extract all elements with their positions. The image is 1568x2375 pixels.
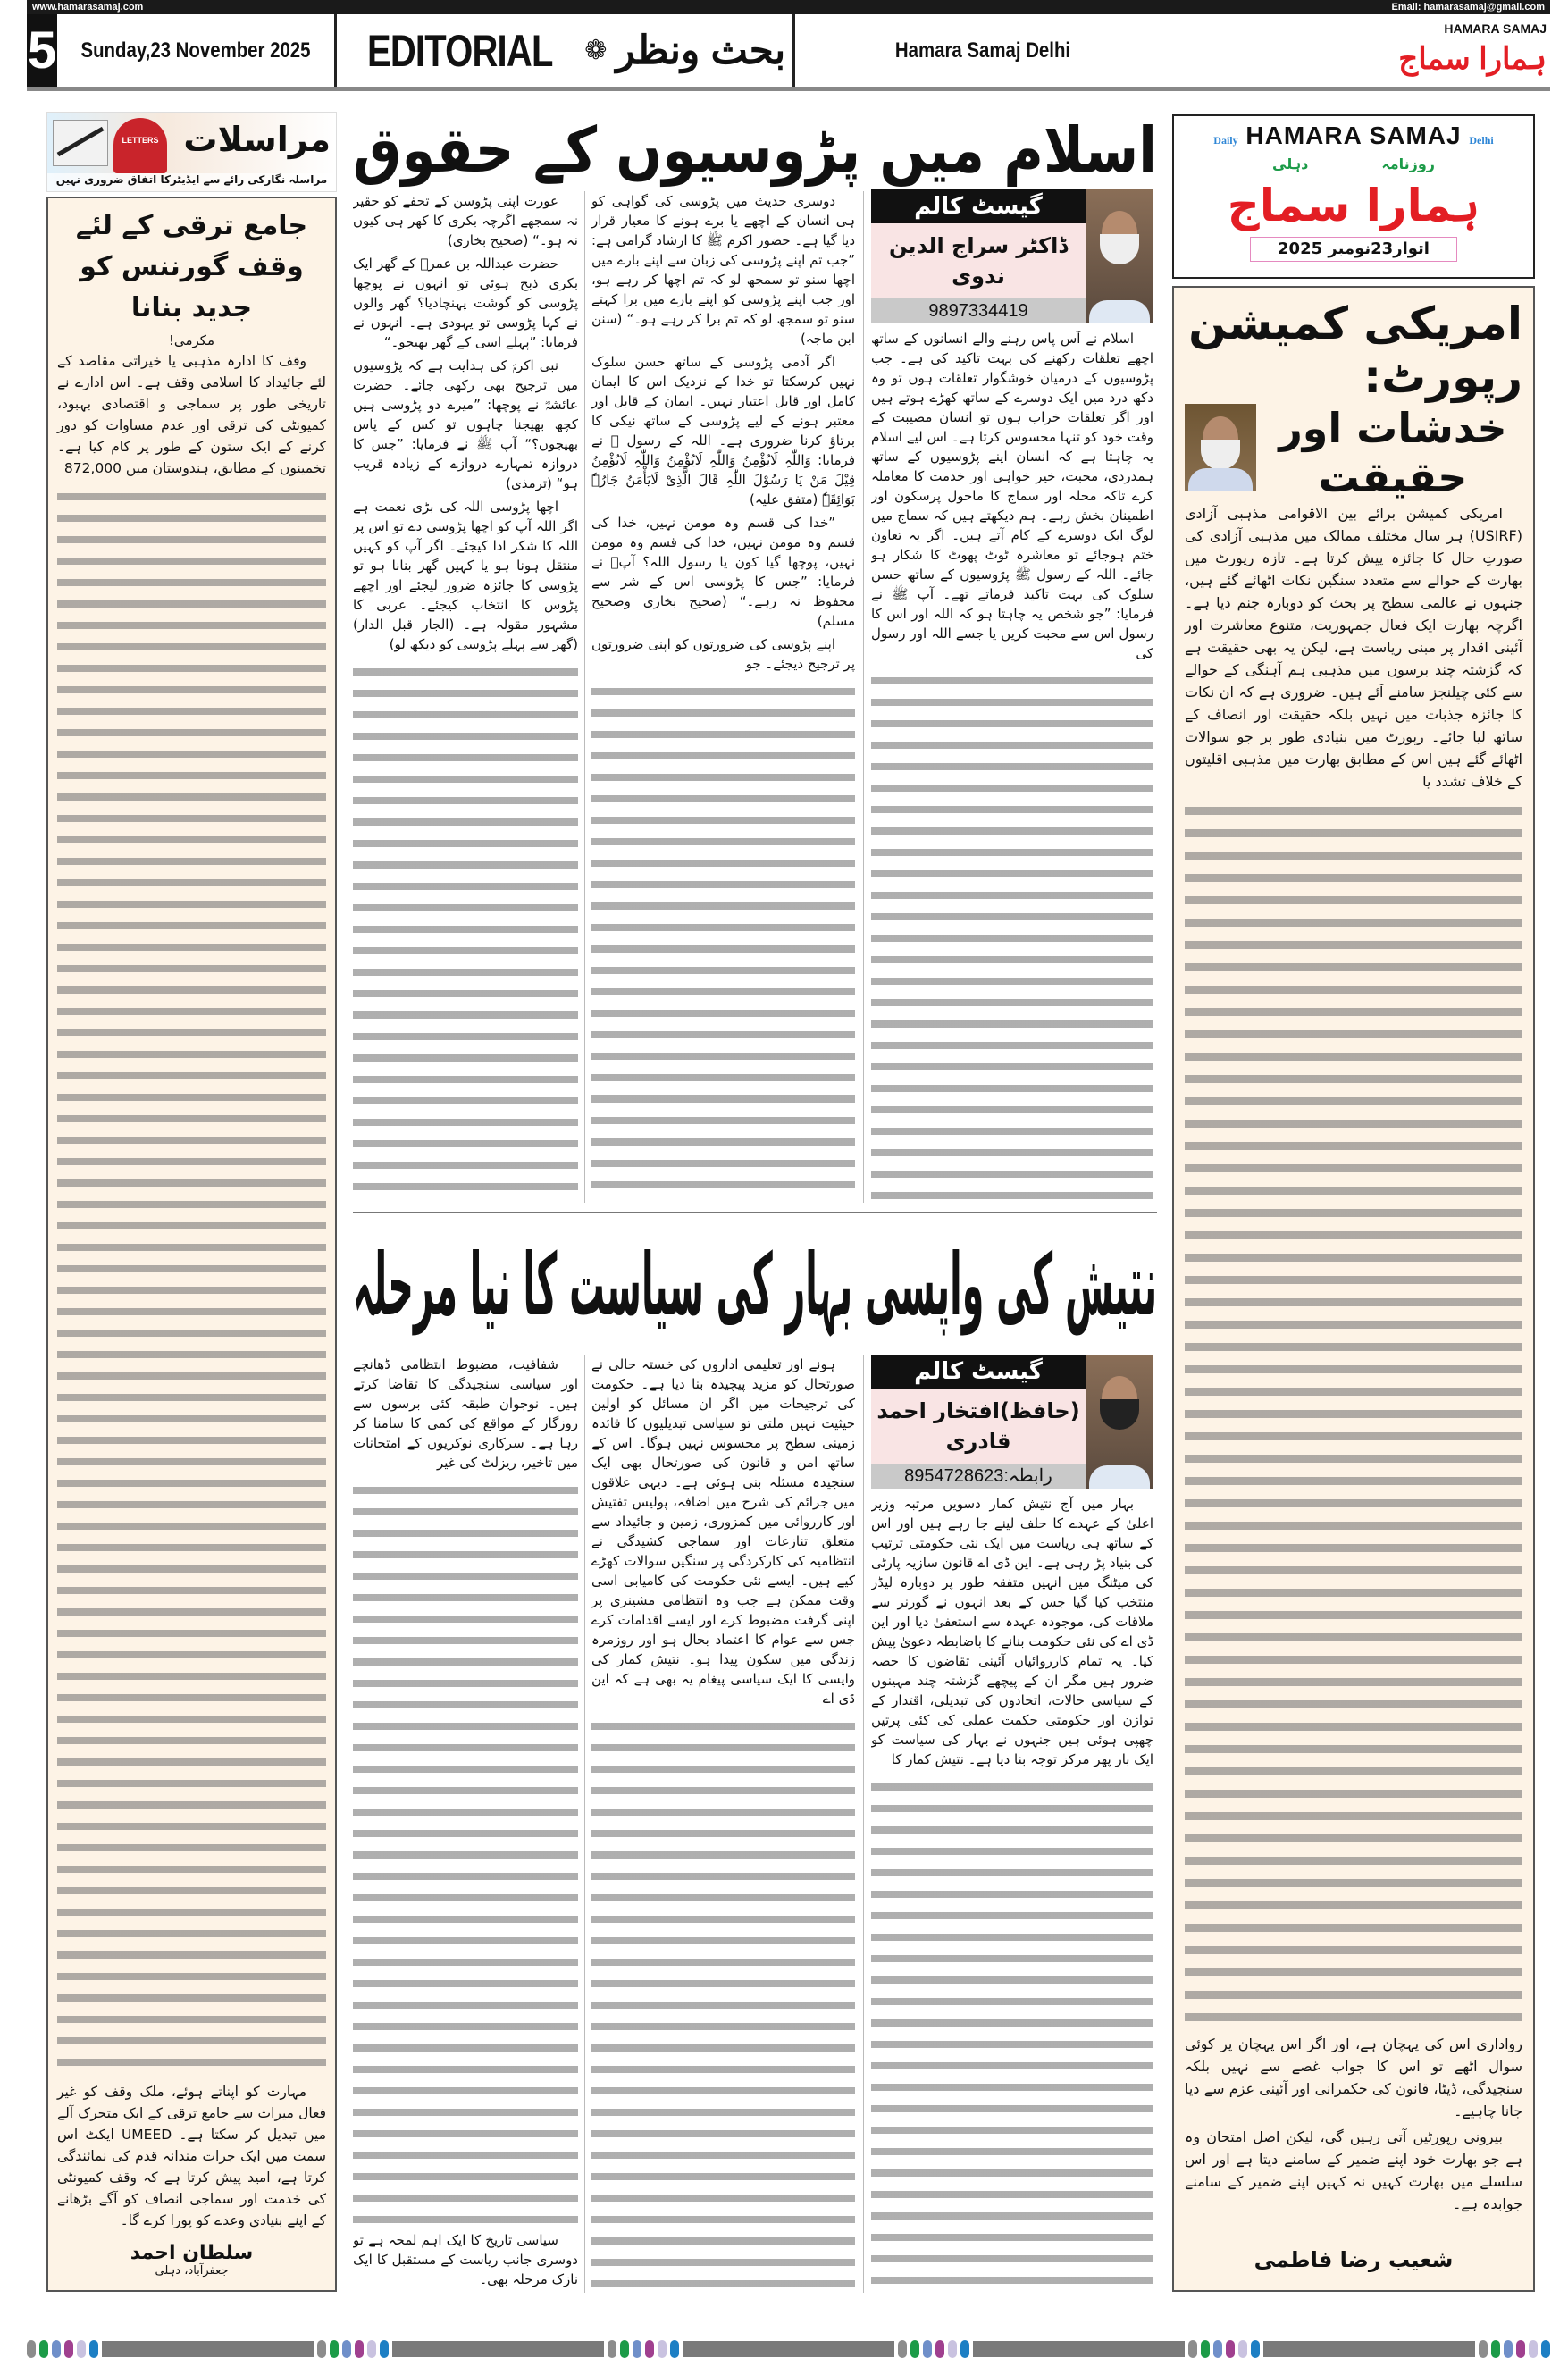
letter-author: سلطان احمد	[130, 2242, 254, 2264]
guest-column-label: گیسٹ کالم	[871, 189, 1086, 223]
article2-column-left	[353, 1355, 578, 2293]
footer-ornament	[27, 2339, 1550, 2359]
article2-column-right	[871, 1494, 1153, 2293]
article1-phone: 9897334419	[871, 298, 1086, 323]
page-number: 5	[27, 14, 57, 87]
header-logo-ur: ہمارا سماج	[1398, 41, 1547, 76]
paragraph: رواداری اس کی پہچان ہے، اور اگر اس پہچان پر کوئی سوال اٹھے تو اس کا جواب غصے سے نہیں بلکہ سنجیدگی، ڈیٹا، قانون کی حکمرانی اور آئینی عزم سے دیا جانا چاہیے۔	[1185, 2035, 1522, 2119]
article2-guest-column-box	[871, 1355, 1153, 1489]
footer-dot	[948, 2340, 957, 2358]
footer-dot	[910, 2340, 919, 2358]
footer-dot	[355, 2340, 364, 2358]
letter-article	[46, 197, 337, 2292]
website-link[interactable]: www.hamarasamaj.com	[32, 2, 144, 13]
footer-dot	[64, 2340, 73, 2358]
paragraph: اسلام نے آس پاس رہنے والے انسانوں کے ساتھ اچھے تعلقات رکھنے کی بہت تاکید کی ہے۔ جب پڑوسیوں کے درمیان خوشگوار تعلقات ہوں تو وہ دکھ درد میں ایک دوسرے کے ساتھ کھڑے ہوتے ہیں اور اگر تعلقات خراب ہوں تو انسان مصیبت کے وقت خود کو تنہا محسوس کرتا ہے۔ اس لیے اسلام یہ چاہتا ہے کہ انسان اپنے پڑوسیوں کے ساتھ ہمدردی، محبت، خیر خواہی اور خدمت کا معاملہ کرے تاکہ محلہ اور سماج کا ماحول پرسکون اور اطمینان بخش رہے۔ ہم دیکھتے ہیں کہ سماج میں لوگ ایک دوسرے کے کام آتے ہیں۔ اگر یہ تعاون ختم ہوجائے تو معاشرہ ٹوٹ پھوٹ کا شکار ہو جائے۔ اللہ کے رسول ﷺ پڑوسیوں کے ساتھ حسن سلوک کی بہت تاکید فرماتے تھے۔ آپ ﷺ نے فرمایا: ”جو شخص یہ چاہتا ہو کہ اللہ اور اس کا رسول اس سے محبت کریں یا جسے اللہ اور رسول کی	[871, 331, 1153, 661]
footer-dot	[658, 2340, 667, 2358]
section-title-en: EDITORIAL	[366, 25, 553, 76]
letter-paragraph: وقف کا ادارہ مذہبی یا خیراتی مقاصد کے لئے جائیداد کا اسلامی وقف ہے۔ اس ادارے نے تاریخی طور پر سماجی و اقتصادی بہبود، کمیونٹی کی ترقی اور عدم مساوات کو دور کرنے کے ایک ستون کے طور پر کام کیا ہے۔ تخمینوں کے مطابق، ہندوستان میں 872,000	[57, 353, 326, 476]
paragraph: بیرونی رپورٹیں آتی رہیں گی، لیکن اصل امتحان وہ ہے جو بھارت خود اپنے ضمیر کے سامنے دیتا ہے اور اس سلسلے میں بھارت کہیں نہ کہیں اپنے ضمیر کے سامنے جوابدہ ہے۔	[1185, 2128, 1522, 2212]
footer-dot	[1491, 2340, 1500, 2358]
illegible-text-block	[353, 661, 578, 1199]
paragraph: ہونے اور تعلیمی اداروں کی خستہ حالی نے صورتحال کو مزید پیچیدہ بنا دیا ہے۔ حکومت کی ترجیحات میں اگر ان مسائل کو اولین حیثیت نہیں ملتی تو سیاسی تبدیلیوں کا فائدہ زمینی سطح پر محسوس نہیں ہوگا۔ اس کے ساتھ امن و قانون کی صورتحال بھی ایک سنجیدہ مسئلہ بنی ہوئی ہے۔ دیہی علاقوں میں جرائم کی شرح میں اضافہ، پولیس تفتیش اور کارروائی میں کمزوری، زمین و جائیداد سے متعلق تنازعات اور سماجی کشیدگی نے انتظامیہ کی کارکردگی پر سنگین سوالات کھڑے کیے ہیں۔ ایسے نئی حکومت کی کامیابی اسی وقت ممکن ہے جب وہ انتظامی مشینری پر اپنی گرفت مضبوط کرے اور ایسے اقدامات کرے جس سے عوام کا اعتماد بحال ہو اور روزمرہ زندگی میں سکون پیدا ہو۔ نتیش کمار کی واپسی کا ایک سیاسی پیغام یہ بھی ہے کہ این ڈی اے	[591, 1356, 855, 1707]
footer-dot	[39, 2340, 48, 2358]
footer-dot	[923, 2340, 932, 2358]
footer-dot	[89, 2340, 98, 2358]
masthead-bar	[27, 14, 1550, 91]
footer-dot	[52, 2340, 61, 2358]
footer-dot	[670, 2340, 679, 2358]
letter-headline: جامع ترقی کے لئے وقف گورننس کو جدید بنانا	[75, 210, 308, 323]
footer-dot	[317, 2340, 326, 2358]
author-photo	[1185, 404, 1256, 491]
column-rule	[863, 191, 864, 1203]
section-title	[337, 25, 792, 77]
illegible-text-block	[1185, 800, 1522, 2029]
email-link[interactable]: Email: hamarasamaj@gmail.com	[1391, 2, 1545, 13]
footer-bar	[1263, 2341, 1475, 2357]
footer-dot	[1516, 2340, 1525, 2358]
article1-guest-column-box	[871, 189, 1153, 323]
right-article	[1172, 286, 1535, 2292]
illegible-text-block	[57, 486, 326, 2077]
headline-text: اسلام میں پڑوسیوں کے حقوق	[353, 113, 1157, 187]
footer-dot	[1213, 2340, 1222, 2358]
article1-column-middle	[591, 191, 855, 1203]
column-rule	[863, 1355, 864, 2293]
column-rule	[584, 1355, 585, 2293]
paragraph: دوسری حدیث میں پڑوسی کی گواہی کو ہی انسان کے اچھے یا برے ہونے کا معیار قرار دیا گیا ہے۔ حضور اکرم ﷺ کا ارشاد گرامی ہے: ”جب تم اپنے پڑوسی کی زبان سے اپنے بارے میں اچھا سنو تو سمجھ لو کہ تم اچھا کر رہے ہو، اور جب اپنے پڑوسی کو اپنے بارے میں برا کہتے سنو تو سمجھ لو کہ تم برا کر رہے ہو۔“ (سنن ابن ماجہ)	[591, 193, 855, 347]
footer-dot	[608, 2340, 616, 2358]
article1-column-right	[871, 329, 1153, 1203]
illegible-text-block	[353, 1480, 578, 2227]
footer-dot	[27, 2340, 36, 2358]
urdu-date: اتوار23نومبر 2025	[1250, 237, 1457, 262]
footer-dot	[1226, 2340, 1235, 2358]
right-article-headline-1: امریکی کمیشن رپورٹ:	[1188, 298, 1522, 403]
section-title-ur: بحث ونظر	[616, 29, 786, 72]
footer-dot	[935, 2340, 944, 2358]
footer-bar	[973, 2341, 1185, 2357]
footer-dot	[645, 2340, 654, 2358]
paragraph: نبی اکرمؐ کی ہدایت ہے کہ پڑوسیوں میں ترجیح بھی رکھی جائے۔ حضرت عائشہؓ نے پوچھا: ”میرے دو پڑوسی ہیں کچھ بھیجنا چاہوں تو کس کے پاس بھیجوں؟“ آپ ﷺ نے فرمایا: ”جس کا دروازہ تمہارے دروازے کے زیادہ قریب ہو“ (ترمذی)	[353, 357, 578, 491]
guest-column-label: گیسٹ کالم	[871, 1355, 1086, 1389]
letter-salutation: مکرمی!	[168, 332, 215, 348]
logo-dehli: دہلی	[1272, 155, 1309, 172]
footer-dot	[367, 2340, 376, 2358]
letters-disclaimer: مراسلہ نگارکی رائے سے ایڈیٹرکا اتفاق ضروری نہیں	[47, 173, 336, 191]
postbox-icon	[113, 118, 167, 173]
footer-dot	[620, 2340, 629, 2358]
logo-name-ur: ہمارا سماج	[1227, 180, 1480, 231]
letter-location: جعفرآباد، دہلی	[155, 2264, 229, 2278]
footer-dot	[898, 2340, 907, 2358]
letter-closing: مہارت کو اپناتے ہوئے، ملک وقف کو غیر فعال میراث سے جامع ترقی کے ایک متحرک آلے میں تبدیل کر سکتا ہے۔ UMEED ایکٹ اس سمت میں ایک جرات مندانہ قدم کی نمائندگی کرتا ہے، امید پیش کرتا ہے کہ وقف کمیونٹی کی خدمت اور سماجی انصاف کو آگے بڑھانے کے اپنے بنیادی وعدے کو پورا کرے گا۔	[57, 2084, 327, 2228]
right-article-headline-2: خدشات اور حقیقت	[1279, 404, 1507, 502]
paper-name: Hamara Samaj Delhi	[894, 38, 1071, 63]
footer-dot	[1541, 2340, 1550, 2358]
author-photo	[1086, 1355, 1153, 1489]
article1-headline	[353, 113, 1157, 188]
paragraph: بہار میں آج نتیش کمار دسویں مرتبہ وزیر اعلیٰ کے عہدے کا حلف لینے جا رہے ہیں اور اس کے ساتھ ہی ریاست میں ایک نئی حکومتی ترتیب کی بنیاد پڑ رہی ہے۔ این ڈی اے قانون سازیہ پارٹی کی میٹنگ میں انہیں متفقہ طور پر دوبارہ لیڈر منتخب کیا گیا جس کے بعد انہوں نے گورنر سے ملاقات کی، موجودہ عہدہ سے استعفیٰ دیا اور این ڈی اے کی نئی حکومت بنانے کا باضابطہ دعویٰ پیش کیا۔ یہ تمام کارروائیاں آئینی تقاضوں کا حصہ ضرور ہیں مگر ان کے پیچھے گزشتہ چند مہینوں کے سیاسی حالات، اتحادوں کی تبدیلی، اقتدار کے توازن اور حکومتی حکمت عملی کی کئی پرتیں چھپی ہوئی ہیں جنہوں نے بہار کی سیاست کو ایک بار پھر مرکز توجہ بنا دیا ہے۔ نتیش کمار کا	[871, 1496, 1153, 1767]
article2-phone: رابطہ:8954728623	[871, 1464, 1086, 1489]
article2-author: (حافظ)افتخار احمد قادری	[871, 1389, 1086, 1464]
footer-dot	[1504, 2340, 1513, 2358]
footer-dot	[1238, 2340, 1247, 2358]
header-logo-en: HAMARA SAMAJ	[1444, 21, 1547, 36]
paragraph: اپنے پڑوسی کی ضرورتوں کو اپنی ضرورتوں پر ترجیح دیجئے۔ جو	[591, 636, 855, 672]
logo-roznama: روزنامہ	[1381, 155, 1435, 172]
footer-dot	[342, 2340, 351, 2358]
logo-city: Delhi	[1469, 134, 1494, 147]
footer-dot	[380, 2340, 389, 2358]
logo-subtitle-row	[1174, 155, 1533, 174]
illegible-text-block	[871, 670, 1153, 1199]
footer-dot	[1479, 2340, 1488, 2358]
headline-text: نتیش کی واپسی بہار کی سیاست کا نیا مرحلہ	[353, 1235, 1157, 1335]
right-article-author: شعیب رضا فاطمی	[1254, 2247, 1454, 2272]
paragraph: شفافیت، مضبوط انتظامی ڈھانچے اور سیاسی سنجیدگی کا تقاضا کرتے ہیں۔ نوجوان طبقہ کئی برسوں سے روزگار کے مواقع کی کمی کا سامنا کر رہا ہے۔ سرکاری نوکریوں کے امتحانات میں تاخیر، ریزلٹ کی غیر	[353, 1356, 578, 1471]
illegible-text-block	[591, 681, 855, 1199]
issue-date: Sunday,23 November 2025	[80, 38, 311, 63]
paragraph: سیاسی تاریخ کا ایک اہم لمحہ ہے تو دوسری جانب ریاست کے مستقبل کا ایک نازک مرحلہ بھی۔	[353, 2232, 578, 2287]
article-separator	[353, 1212, 1157, 1213]
footer-dot	[330, 2340, 339, 2358]
newspaper-logo	[1172, 114, 1535, 279]
illegible-text-block	[871, 1776, 1153, 2289]
logo-english-line	[1174, 122, 1533, 155]
column-rule	[584, 191, 585, 1203]
paragraph: ”خدا کی قسم وہ مومن نہیں، خدا کی قسم وہ مومن نہیں، خدا کی قسم وہ مومن نہیں، پوچھا گیا کون یا رسول اللہ؟ آپؐ نے فرمایا: ”جس کا پڑوسی اس کے شر سے محفوظ نہ رہے۔“ (صحیح بخاری وصحیح مسلم)	[591, 515, 855, 629]
header-logo	[1170, 21, 1550, 81]
footer-dot	[1529, 2340, 1538, 2358]
article2-column-middle	[591, 1355, 855, 2293]
paragraph: اچھا پڑوسی اللہ کی بڑی نعمت ہے اگر اللہ آپ کو اچھا پڑوسی دے تو اس پر اللہ کا شکر ادا کیجئے۔ اگر آپ کو کہیں منتقل ہونا ہو یا کہیں گھر بنانا ہو تو پڑوسی کا جائزہ ضرور لیجئے اور اچھے پڑوس کا انتخاب کیجئے۔ عربی کا مشہور مقولہ ہے۔ (الجار قبل الدار) (گھر سے پہلے پڑوسی کو دیکھ لو)	[353, 499, 578, 652]
letter-signature	[57, 2235, 326, 2283]
paragraph: اگر آدمی پڑوسی کے ساتھ حسن سلوک نہیں کرسکتا تو خدا کے نزدیک اس کا ایمان کامل اور قابل اعتبار نہیں۔ ایمان کے قابل اور معتبر ہونے کے لیے پڑوسی کے ساتھ نیکی کا برتاؤ کرنا ضروری ہے۔ اللہ کے رسول ﷺ نے فرمایا: وَاللّٰہِ لَایُؤْمِنُ وَاللّٰہِ لَایُؤْمِنُ وَاللّٰہِ لَایُؤْمِنُ قِیْلَ مَنْ یَا رَسُوْلَ اللّٰہِ قَالَ الَّذِیْ لَایَأْمَنُ جَارُہٗ بَوَائِقَہٗ (متفق علیہ)	[591, 354, 855, 508]
top-strip	[27, 0, 1550, 14]
flower-ornament-icon: ❁	[584, 36, 608, 65]
letters-banner-title: مراسلات	[183, 120, 331, 159]
article1-author: ڈاکٹر سراج الدین ندوی	[871, 223, 1086, 298]
logo-name-en: HAMARA SAMAJ	[1245, 122, 1462, 149]
footer-dot	[960, 2340, 969, 2358]
footer-dot	[1188, 2340, 1197, 2358]
paragraph: حضرت عبداللہ بن عمرؓ کے گھر ایک بکری ذبح ہوئی تو انہوں نے پوچھا پڑوسی کو گوشت پہنچادیا؟ گھر والوں نے کہا پڑوسی تو یہودی ہے۔ انہوں نے فرمایا: ”پہلے اسی کے گھر بھیجو۔“	[353, 256, 578, 350]
article1-column-left	[353, 191, 578, 1203]
footer-dot	[633, 2340, 641, 2358]
logo-daily: Daily	[1213, 134, 1238, 147]
letters-banner	[46, 112, 337, 192]
footer-dot	[1251, 2340, 1260, 2358]
author-photo	[1086, 189, 1153, 323]
paragraph: عورت اپنی پڑوسن کے تحفے کو حقیر نہ سمجھے اگرچہ بکری کا کھر ہی کیوں نہ ہو۔“ (صحیح بخاری)	[353, 193, 578, 248]
footer-dot	[1201, 2340, 1210, 2358]
illegible-text-block	[591, 1716, 855, 2289]
paragraph: امریکی کمیشن برائے بین الاقوامی مذہبی آزادی (USIRF) ہر سال مختلف ممالک میں مذہبی آزادی کی صورتِ حال کا جائزہ پیش کرتا ہے۔ تازہ رپورٹ میں بھارت کے حوالے سے متعدد سنگین نکات اٹھائے گئے ہیں، جنہوں نے عالمی سطح پر بحث کو دوبارہ جنم دیا ہے۔ اگرچہ بھارت ایک فعال جمہوریت، متنوع معاشرت اور آئینی اقدار پر مبنی ریاست ہے، لیکن یہ بھی حقیقت ہے کہ گزشتہ چند برسوں میں مذہبی ہم آہنگی کے حوالے سے کئی چیلنجز سامنے آئے ہیں۔ ضروری ہے کہ ان نکات کا جائزہ جذبات میں نہیں بلکہ حقیقت اور انصاف کے ساتھ لیا جائے۔ رپورٹ میں بنیادی طور پر جو سوالات اٹھائے گئے ہیں اس کے مطابق بھارت میں مذہبی اقلیتوں کے خلاف تشدد یا	[1185, 505, 1522, 791]
postbox-label: LETTERS	[122, 136, 159, 145]
footer-bar	[392, 2341, 604, 2357]
footer-bar	[683, 2341, 894, 2357]
divider	[792, 14, 795, 87]
footer-bar	[102, 2341, 314, 2357]
footer-dot	[77, 2340, 86, 2358]
article2-headline	[353, 1222, 1157, 1347]
